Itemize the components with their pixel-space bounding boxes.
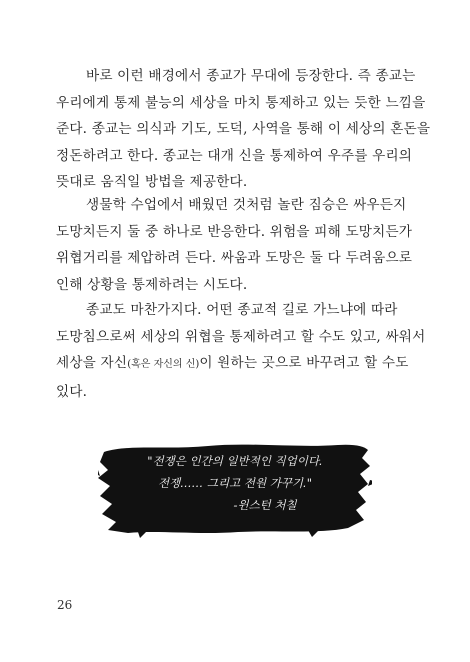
paragraph-3-aside: (혹은 자신의 신) xyxy=(127,359,200,371)
quote-line-1: "전쟁은 인간의 일반적인 직업이다. xyxy=(147,454,323,468)
paragraph-3 xyxy=(56,297,436,405)
quote-line-2: 전쟁…… 그리고 전원 가꾸기." xyxy=(157,476,312,490)
paragraph-1-text: 바로 이런 배경에서 종교가 무대에 등장한다. 즉 종교는 우리에게 통제 불능의 세상을 마치 통제하고 있는 듯한 느낌을 준다. 종교는 의식과 기도, 도덕, 사역을 통해 이 세상의 혼돈을 정돈하려고 한다. 종교는 대개 신을 통제하여 우주를 우리의 뜻대로 움직일 방법을 제공한다. xyxy=(56,68,431,191)
paragraph-2-text: 생물학 수업에서 배웠던 것처럼 놀란 짐승은 싸우든지 도망치든지 둘 중 하나로 반응한다. 위험을 피해 도망치든가 위협거리를 제압하려 든다. 싸움과 도망은 둘 다 두려움으로 인해 상황을 통제하려는 시도다. xyxy=(56,197,413,293)
quote-author: -윈스턴 처칠 xyxy=(233,498,297,512)
page-number: 26 xyxy=(57,598,73,612)
quote-box xyxy=(98,440,372,538)
paragraph-3-text xyxy=(56,297,436,405)
paragraph-3-part2: 이 원하는 곳으로 바꾸려고 할 수도 있다. xyxy=(56,355,409,400)
paragraph-3-part1: 종교도 마찬가지다. 어떤 종교적 길로 가느냐에 따라 도망침으로써 세상의 위협을 통제하려고 할 수도 있고, 싸워서 세상을 자신 xyxy=(56,302,426,372)
paragraph-2 xyxy=(56,192,436,298)
paragraph-1 xyxy=(56,63,436,196)
quote-text xyxy=(98,450,372,516)
